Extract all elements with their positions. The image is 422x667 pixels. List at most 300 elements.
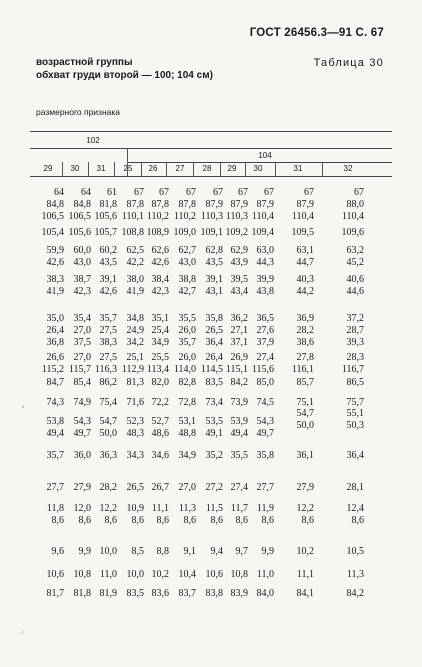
table-cell bbox=[282, 352, 314, 376]
cell-value: 40,3 bbox=[296, 274, 314, 285]
cell-value: 42,6 bbox=[151, 257, 169, 268]
table-cell bbox=[282, 313, 314, 349]
cell-value: 11,0 bbox=[99, 569, 117, 580]
cell-value: 63,0 bbox=[256, 245, 274, 256]
cell-value: 74,3 bbox=[46, 397, 64, 408]
cell-value: 34,8 bbox=[126, 313, 144, 324]
cell-value: 37,5 bbox=[73, 337, 91, 348]
cell-value: 27,0 bbox=[178, 482, 196, 493]
cell-value: 8,6 bbox=[78, 515, 91, 526]
cell-value: 83,5 bbox=[126, 588, 144, 599]
cell-value: 84,2 bbox=[230, 377, 248, 388]
cell-value: 41,9 bbox=[126, 286, 144, 297]
cell-value: 62,5 bbox=[126, 245, 144, 256]
cell-value: 54,7 bbox=[296, 408, 314, 419]
cell-value: 115,6 bbox=[251, 364, 274, 375]
cell-value: 35,8 bbox=[205, 313, 223, 324]
cell-value: 11,0 bbox=[256, 569, 274, 580]
cell-value: 8,8 bbox=[156, 546, 169, 557]
cell-value: 67 bbox=[159, 187, 169, 198]
cell-value: 84,8 bbox=[73, 199, 91, 210]
cell-value: 10,0 bbox=[99, 546, 117, 557]
column-header: 29 bbox=[227, 164, 237, 173]
cell-value: 28,7 bbox=[346, 325, 364, 336]
cell-value: 87,9 bbox=[256, 199, 274, 210]
cell-value: 27,4 bbox=[256, 352, 274, 363]
cell-value: 72,2 bbox=[151, 397, 169, 408]
cell-value: 9,9 bbox=[261, 546, 274, 557]
cell-value: 39,9 bbox=[256, 274, 274, 285]
header-rule-top bbox=[30, 131, 392, 132]
cell-value: 116,3 bbox=[94, 364, 117, 375]
header-column-divider bbox=[114, 162, 115, 176]
cell-value: 54,3 bbox=[256, 416, 274, 427]
cell-value: 38,7 bbox=[73, 274, 91, 285]
table-cell bbox=[332, 274, 364, 298]
cell-value: 35,8 bbox=[256, 450, 274, 461]
cell-value: 75,4 bbox=[99, 397, 117, 408]
column-header: 25 bbox=[123, 164, 133, 173]
cell-value: 11,1 bbox=[296, 569, 314, 580]
cell-value: 27,5 bbox=[99, 325, 117, 336]
table-cell bbox=[282, 408, 314, 432]
table-cell bbox=[242, 588, 274, 600]
cell-value: 44,3 bbox=[256, 257, 274, 268]
cell-value: 45,2 bbox=[346, 257, 364, 268]
cell-value: 27,0 bbox=[73, 325, 91, 336]
cell-value: 36,4 bbox=[205, 337, 223, 348]
cell-value: 43,1 bbox=[205, 286, 223, 297]
cell-value: 24,9 bbox=[126, 325, 144, 336]
table-cell bbox=[332, 503, 364, 527]
cell-value: 109,6 bbox=[341, 227, 364, 238]
cell-value: 83,7 bbox=[178, 588, 196, 599]
cell-value: 38,4 bbox=[151, 274, 169, 285]
cell-value: 36,3 bbox=[99, 450, 117, 461]
header-column-divider bbox=[88, 162, 89, 176]
table-cell bbox=[332, 245, 364, 269]
table-cell bbox=[282, 588, 314, 600]
cell-value: 27,8 bbox=[296, 352, 314, 363]
cell-value: 25,1 bbox=[126, 352, 144, 363]
cell-value: 87,8 bbox=[126, 199, 144, 210]
cell-value: 26,5 bbox=[126, 482, 144, 493]
cell-value: 84,2 bbox=[346, 588, 364, 599]
cell-value: 9,9 bbox=[78, 546, 91, 557]
cell-value: 53,9 bbox=[230, 416, 248, 427]
group-header-104: 104 bbox=[258, 151, 272, 160]
cell-value: 84,0 bbox=[256, 588, 274, 599]
cell-value: 74,5 bbox=[256, 397, 274, 408]
cell-value: 52,3 bbox=[126, 416, 144, 427]
cell-value: 36,8 bbox=[46, 337, 64, 348]
cell-value: 8,6 bbox=[235, 515, 248, 526]
header-column-divider bbox=[193, 162, 194, 176]
cell-value: 52,7 bbox=[151, 416, 169, 427]
cell-value: 37,2 bbox=[346, 313, 364, 324]
cell-value: 10,2 bbox=[296, 546, 314, 557]
cell-value: 27,6 bbox=[256, 325, 274, 336]
header-column-divider bbox=[275, 162, 276, 176]
cell-value: 110,3 bbox=[200, 211, 223, 222]
cell-value: 8,6 bbox=[156, 515, 169, 526]
cell-value: 39,1 bbox=[99, 274, 117, 285]
cell-value: 9,4 bbox=[210, 546, 223, 557]
cell-value: 62,6 bbox=[151, 245, 169, 256]
column-group-caption: размерного признака bbox=[36, 107, 121, 117]
cell-value: 38,8 bbox=[178, 274, 196, 285]
cell-value: 12,4 bbox=[346, 503, 364, 514]
table-cell bbox=[242, 546, 274, 558]
cell-value: 35,5 bbox=[178, 313, 196, 324]
table-number-label: Таблица 30 bbox=[313, 57, 384, 69]
cell-value: 36,1 bbox=[296, 450, 314, 461]
cell-value: 27,0 bbox=[73, 352, 91, 363]
cell-value: 105,7 bbox=[94, 227, 117, 238]
cell-value: 26,5 bbox=[205, 325, 223, 336]
table-cell bbox=[332, 450, 364, 462]
cell-value: 41,9 bbox=[46, 286, 64, 297]
cell-value: 108,8 bbox=[121, 227, 144, 238]
cell-value: 67 bbox=[238, 187, 248, 198]
cell-value: 63,2 bbox=[346, 245, 364, 256]
column-header: 31 bbox=[96, 164, 106, 173]
cell-value: 27,4 bbox=[230, 482, 248, 493]
cell-value: 105,4 bbox=[41, 227, 64, 238]
cell-value: 114,5 bbox=[200, 364, 223, 375]
cell-value: 115,7 bbox=[68, 364, 91, 375]
cell-value: 8,6 bbox=[183, 515, 196, 526]
table-cell bbox=[242, 352, 274, 376]
cell-value: 83,8 bbox=[205, 588, 223, 599]
table-cell bbox=[282, 546, 314, 558]
cell-value: 28,3 bbox=[346, 352, 364, 363]
cell-value: 54,7 bbox=[99, 416, 117, 427]
cell-value: 53,5 bbox=[205, 416, 223, 427]
cell-value: 43,0 bbox=[178, 257, 196, 268]
table-cell bbox=[332, 187, 364, 223]
table-cell bbox=[332, 313, 364, 349]
header-column-divider bbox=[166, 162, 167, 176]
cell-value: 34,3 bbox=[126, 450, 144, 461]
cell-value: 8,6 bbox=[131, 515, 144, 526]
cell-value: 87,8 bbox=[151, 199, 169, 210]
cell-value: 10,0 bbox=[126, 569, 144, 580]
cell-value: 11,3 bbox=[346, 569, 364, 580]
heading-line-2: обхват груди второй — 100; 104 см) bbox=[36, 70, 213, 81]
cell-value: 75,1 bbox=[296, 397, 314, 408]
header-rule-mid bbox=[30, 148, 392, 149]
table-cell bbox=[242, 569, 274, 581]
cell-value: 109,5 bbox=[291, 227, 314, 238]
cell-value: 71,6 bbox=[126, 397, 144, 408]
cell-value: 43,0 bbox=[73, 257, 91, 268]
header-column-divider bbox=[62, 162, 63, 176]
cell-value: 105,6 bbox=[94, 211, 117, 222]
cell-value: 73,9 bbox=[230, 397, 248, 408]
cell-value: 11,5 bbox=[205, 503, 223, 514]
cell-value: 36,9 bbox=[296, 313, 314, 324]
cell-value: 86,5 bbox=[346, 377, 364, 388]
header-column-divider bbox=[245, 162, 246, 176]
cell-value: 108,9 bbox=[146, 227, 169, 238]
cell-value: 74,9 bbox=[73, 397, 91, 408]
column-header: 32 bbox=[343, 164, 353, 173]
cell-value: 8,6 bbox=[261, 515, 274, 526]
cell-value: 109,4 bbox=[251, 227, 274, 238]
cell-value: 61 bbox=[107, 187, 117, 198]
cell-value: 60,2 bbox=[99, 245, 117, 256]
cell-value: 10,9 bbox=[126, 503, 144, 514]
cell-value: 87,9 bbox=[205, 199, 223, 210]
table-cell bbox=[282, 482, 314, 494]
cell-value: 49,1 bbox=[205, 428, 223, 439]
cell-value: 40,6 bbox=[346, 274, 364, 285]
cell-value: 37,9 bbox=[256, 337, 274, 348]
cell-value: 12,2 bbox=[99, 503, 117, 514]
cell-value: 9,1 bbox=[183, 546, 196, 557]
cell-value: 81,9 bbox=[99, 588, 117, 599]
cell-value: 26,4 bbox=[205, 352, 223, 363]
cell-value: 75,7 bbox=[346, 397, 364, 408]
cell-value: 10,6 bbox=[46, 569, 64, 580]
group-divider bbox=[127, 148, 128, 176]
cell-value: 35,1 bbox=[151, 313, 169, 324]
cell-value: 115,1 bbox=[225, 364, 248, 375]
cell-value: 116,7 bbox=[341, 364, 364, 375]
cell-value: 34,9 bbox=[178, 450, 196, 461]
cell-value: 10,2 bbox=[151, 569, 169, 580]
cell-value: 85,7 bbox=[296, 377, 314, 388]
cell-value: 43,5 bbox=[99, 257, 117, 268]
cell-value: 84,1 bbox=[296, 588, 314, 599]
cell-value: 39,1 bbox=[205, 274, 223, 285]
cell-value: 109,2 bbox=[225, 227, 248, 238]
cell-value: 67 bbox=[264, 187, 274, 198]
cell-value: 67 bbox=[134, 187, 144, 198]
cell-value: 36,2 bbox=[230, 313, 248, 324]
column-header: 30 bbox=[70, 164, 80, 173]
cell-value: 26,0 bbox=[178, 352, 196, 363]
cell-value: 27,7 bbox=[256, 482, 274, 493]
cell-value: 105,6 bbox=[68, 227, 91, 238]
cell-value: 26,4 bbox=[46, 325, 64, 336]
cell-value: 44,6 bbox=[346, 286, 364, 297]
cell-value: 28,2 bbox=[99, 482, 117, 493]
cell-value: 36,4 bbox=[346, 450, 364, 461]
cell-value: 110,3 bbox=[225, 211, 248, 222]
cell-value: 8,6 bbox=[210, 515, 223, 526]
cell-value: 85,4 bbox=[73, 377, 91, 388]
cell-value: 81,7 bbox=[46, 588, 64, 599]
cell-value: 8,6 bbox=[351, 515, 364, 526]
table-cell bbox=[242, 450, 274, 462]
cell-value: 62,7 bbox=[178, 245, 196, 256]
cell-value: 48,6 bbox=[151, 428, 169, 439]
group-header-102: 102 bbox=[86, 136, 100, 145]
cell-value: 38,6 bbox=[296, 337, 314, 348]
cell-value: 10,4 bbox=[178, 569, 196, 580]
header-column-divider bbox=[322, 162, 323, 176]
cell-value: 8,5 bbox=[131, 546, 144, 557]
cell-value: 35,0 bbox=[46, 313, 64, 324]
cell-value: 72,8 bbox=[178, 397, 196, 408]
cell-value: 115,2 bbox=[41, 364, 64, 375]
heading-line-1: возрастной группы bbox=[36, 57, 133, 68]
cell-value: 49,7 bbox=[73, 428, 91, 439]
cell-value: 87,9 bbox=[230, 199, 248, 210]
cell-value: 83,6 bbox=[151, 588, 169, 599]
cell-value: 38,3 bbox=[99, 337, 117, 348]
cell-value: 42,3 bbox=[151, 286, 169, 297]
table-cell bbox=[242, 313, 274, 349]
cell-value: 110,4 bbox=[251, 211, 274, 222]
cell-value: 43,4 bbox=[230, 286, 248, 297]
table-cell bbox=[282, 569, 314, 581]
cell-value: 109,1 bbox=[200, 227, 223, 238]
cell-value: 53,1 bbox=[178, 416, 196, 427]
cell-value: 106,5 bbox=[68, 211, 91, 222]
cell-value: 34,9 bbox=[151, 337, 169, 348]
cell-value: 25,4 bbox=[151, 325, 169, 336]
column-header: 26 bbox=[148, 164, 158, 173]
cell-value: 86,2 bbox=[99, 377, 117, 388]
cell-value: 10,8 bbox=[230, 569, 248, 580]
cell-value: 112,9 bbox=[121, 364, 144, 375]
cell-value: 28,2 bbox=[296, 325, 314, 336]
cell-value: 39,5 bbox=[230, 274, 248, 285]
table-cell bbox=[282, 274, 314, 298]
cell-value: 87,9 bbox=[296, 199, 314, 210]
cell-value: 38,3 bbox=[46, 274, 64, 285]
cell-value: 114,0 bbox=[173, 364, 196, 375]
cell-value: 11,8 bbox=[46, 503, 64, 514]
cell-value: 67 bbox=[213, 187, 223, 198]
cell-value: 11,7 bbox=[230, 503, 248, 514]
cell-value: 35,7 bbox=[99, 313, 117, 324]
cell-value: 35,4 bbox=[73, 313, 91, 324]
cell-value: 27,2 bbox=[205, 482, 223, 493]
cell-value: 67 bbox=[186, 187, 196, 198]
column-header: 30 bbox=[253, 164, 263, 173]
cell-value: 43,9 bbox=[230, 257, 248, 268]
table-cell bbox=[332, 588, 364, 600]
cell-value: 34,6 bbox=[151, 450, 169, 461]
cell-value: 27,5 bbox=[99, 352, 117, 363]
cell-value: 48,3 bbox=[126, 428, 144, 439]
table-cell bbox=[332, 546, 364, 558]
cell-value: 50,0 bbox=[296, 420, 314, 431]
cell-value: 43,8 bbox=[256, 286, 274, 297]
cell-value: 42,7 bbox=[178, 286, 196, 297]
table-cell bbox=[332, 352, 364, 376]
table-cell bbox=[242, 416, 274, 440]
cell-value: 38,0 bbox=[126, 274, 144, 285]
cell-value: 11,3 bbox=[178, 503, 196, 514]
table-cell bbox=[242, 503, 274, 527]
margin-mark: ' bbox=[22, 630, 24, 639]
cell-value: 39,3 bbox=[346, 337, 364, 348]
cell-value: 10,5 bbox=[346, 546, 364, 557]
table-cell bbox=[282, 503, 314, 527]
cell-value: 11,1 bbox=[151, 503, 169, 514]
cell-value: 25,5 bbox=[151, 352, 169, 363]
table-cell bbox=[332, 482, 364, 494]
cell-value: 8,6 bbox=[51, 515, 64, 526]
table-cell bbox=[332, 408, 364, 432]
cell-value: 27,9 bbox=[296, 482, 314, 493]
header-rule-bottom bbox=[30, 176, 392, 177]
cell-value: 50,0 bbox=[99, 428, 117, 439]
cell-value: 10,8 bbox=[73, 569, 91, 580]
cell-value: 55,1 bbox=[346, 408, 364, 419]
table-cell bbox=[242, 397, 274, 409]
cell-value: 43,5 bbox=[205, 257, 223, 268]
cell-value: 83,5 bbox=[205, 377, 223, 388]
column-header: 28 bbox=[202, 164, 212, 173]
cell-value: 42,3 bbox=[73, 286, 91, 297]
cell-value: 8,6 bbox=[104, 515, 117, 526]
cell-value: 81,8 bbox=[99, 199, 117, 210]
column-header: 31 bbox=[293, 164, 303, 173]
cell-value: 42,6 bbox=[99, 286, 117, 297]
table-cell bbox=[282, 450, 314, 462]
cell-value: 73,4 bbox=[205, 397, 223, 408]
cell-value: 9,7 bbox=[235, 546, 248, 557]
header-column-divider bbox=[220, 162, 221, 176]
cell-value: 110,1 bbox=[121, 211, 144, 222]
cell-value: 63,1 bbox=[296, 245, 314, 256]
table-cell bbox=[332, 569, 364, 581]
cell-value: 37,1 bbox=[230, 337, 248, 348]
cell-value: 59,9 bbox=[46, 245, 64, 256]
cell-value: 28,1 bbox=[346, 482, 364, 493]
cell-value: 26,7 bbox=[151, 482, 169, 493]
cell-value: 49,7 bbox=[256, 428, 274, 439]
cell-value: 110,4 bbox=[341, 211, 364, 222]
cell-value: 83,9 bbox=[230, 588, 248, 599]
cell-value: 11,9 bbox=[256, 503, 274, 514]
cell-value: 36,0 bbox=[73, 450, 91, 461]
table-heading bbox=[36, 56, 213, 82]
cell-value: 35,7 bbox=[46, 450, 64, 461]
margin-mark: , bbox=[22, 400, 24, 409]
cell-value: 84,7 bbox=[46, 377, 64, 388]
cell-value: 44,7 bbox=[296, 257, 314, 268]
cell-value: 44,2 bbox=[296, 286, 314, 297]
column-header: 27 bbox=[175, 164, 185, 173]
cell-value: 88,0 bbox=[346, 199, 364, 210]
cell-value: 27,9 bbox=[73, 482, 91, 493]
cell-value: 36,5 bbox=[256, 313, 274, 324]
cell-value: 85,0 bbox=[256, 377, 274, 388]
table-cell bbox=[332, 377, 364, 389]
cell-value: 64 bbox=[81, 187, 91, 198]
cell-value: 54,3 bbox=[73, 416, 91, 427]
header-column-divider bbox=[141, 162, 142, 176]
cell-value: 62,8 bbox=[205, 245, 223, 256]
table-cell bbox=[282, 227, 314, 239]
cell-value: 35,5 bbox=[230, 450, 248, 461]
cell-value: 109,0 bbox=[173, 227, 196, 238]
table-cell bbox=[242, 187, 274, 223]
table-cell bbox=[332, 227, 364, 239]
table-cell bbox=[282, 245, 314, 269]
cell-value: 82,0 bbox=[151, 377, 169, 388]
cell-value: 42,6 bbox=[46, 257, 64, 268]
cell-value: 49,4 bbox=[230, 428, 248, 439]
table-cell bbox=[282, 187, 314, 223]
